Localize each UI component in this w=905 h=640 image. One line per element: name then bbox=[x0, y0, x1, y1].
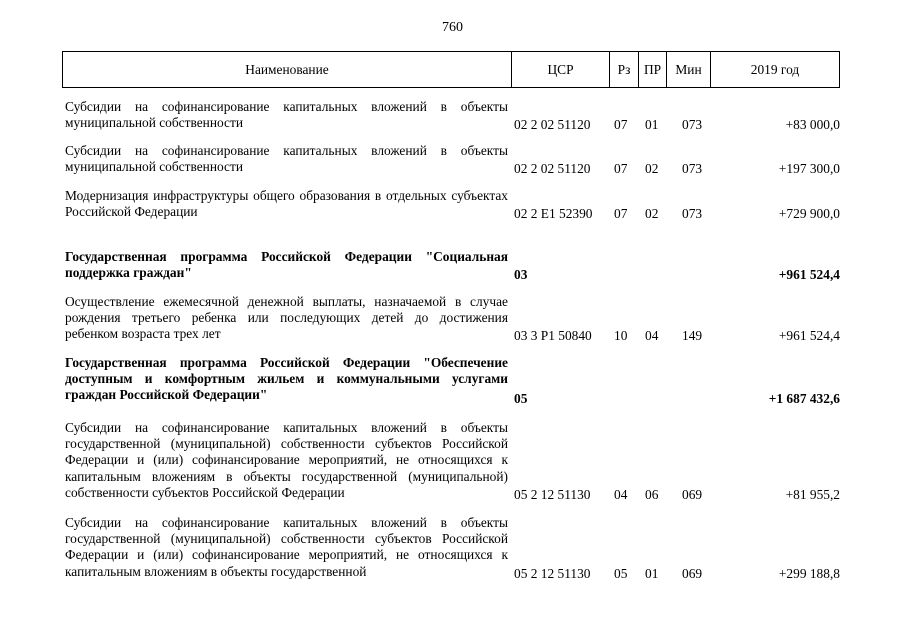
header-rz: Рз bbox=[610, 52, 639, 87]
row-name: Государственная программа Российской Федерации "Социальная поддержка граждан" bbox=[65, 249, 508, 281]
row-csr: 02 2 02 51120 bbox=[514, 161, 591, 176]
header-csr: ЦСР bbox=[512, 52, 610, 87]
row-rz: 05 bbox=[614, 566, 628, 581]
row-name: Осуществление ежемесячной денежной выплаты, назначаемой в случае рождения третьего ребенка или последующих детей до достижения ребенком возраста трех лет bbox=[65, 294, 508, 342]
row-pr: 06 bbox=[645, 487, 659, 502]
header-year: 2019 год bbox=[750, 62, 800, 77]
row-min: 149 bbox=[682, 328, 703, 343]
row-min: 073 bbox=[682, 206, 703, 221]
row-csr: 02 2 E1 52390 bbox=[514, 206, 593, 221]
row-name: Субсидии на софинансирование капитальных вложений в объекты государственной (муниципальной) собственности субъектов Российской Федерации и (или) софинансирование мероприятий, не относящихся к капитальным вложениям в объекты государственной (муниципальной) собственности субъектов Российской Федерации bbox=[65, 420, 508, 500]
row-csr: 05 2 12 51130 bbox=[514, 566, 591, 581]
row-amount: +83 000,0 bbox=[785, 117, 840, 132]
row-csr: 03 3 P1 50840 bbox=[514, 328, 592, 343]
row-name: Субсидии на софинансирование капитальных вложений в объекты государственной (муниципальной) собственности субъектов Российской Федерации и (или) софинансирование мероприятий, не относящихся к капитальным вложениям в объекты государственной bbox=[65, 515, 508, 579]
row-csr: 02 2 02 51120 bbox=[514, 117, 591, 132]
header-pr: ПР bbox=[639, 52, 667, 87]
row-min: 069 bbox=[682, 487, 703, 502]
row-rz: 10 bbox=[614, 328, 628, 343]
row-min: 069 bbox=[682, 566, 703, 581]
row-amount: +729 900,0 bbox=[778, 206, 840, 221]
row-pr: 01 bbox=[645, 566, 659, 581]
row-amount: +197 300,0 bbox=[778, 161, 840, 176]
page-number: 760 bbox=[442, 20, 463, 35]
row-amount: +81 955,2 bbox=[785, 487, 840, 502]
row-name: Субсидии на софинансирование капитальных вложений в объекты муниципальной собственности bbox=[65, 99, 508, 131]
row-name: Субсидии на софинансирование капитальных вложений в объекты муниципальной собственности bbox=[65, 143, 508, 175]
row-pr: 02 bbox=[645, 161, 659, 176]
row-amount: +299 188,8 bbox=[778, 566, 840, 581]
row-amount: +961 524,4 bbox=[778, 328, 840, 343]
header-name: Наименование bbox=[63, 52, 512, 87]
row-amount: +961 524,4 bbox=[778, 267, 840, 282]
row-rz: 07 bbox=[614, 206, 628, 221]
row-name: Государственная программа Российской Федерации "Обеспечение доступным и комфортным жильем и коммунальными услугами граждан Российской Федерации" bbox=[65, 355, 508, 403]
row-pr: 04 bbox=[645, 328, 659, 343]
header-min: Мин bbox=[667, 52, 711, 87]
row-pr: 01 bbox=[645, 117, 659, 132]
row-min: 073 bbox=[682, 117, 703, 132]
row-rz: 07 bbox=[614, 117, 628, 132]
row-min: 073 bbox=[682, 161, 703, 176]
row-rz: 04 bbox=[614, 487, 628, 502]
row-name: Модернизация инфраструктуры общего образования в отдельных субъектах Российской Федерации bbox=[65, 188, 508, 220]
row-pr: 02 bbox=[645, 206, 659, 221]
row-rz: 07 bbox=[614, 161, 628, 176]
row-csr: 05 bbox=[514, 391, 528, 406]
row-amount: +1 687 432,6 bbox=[768, 391, 840, 406]
row-csr: 03 bbox=[514, 267, 528, 282]
row-csr: 05 2 12 51130 bbox=[514, 487, 591, 502]
table-header bbox=[62, 51, 840, 88]
